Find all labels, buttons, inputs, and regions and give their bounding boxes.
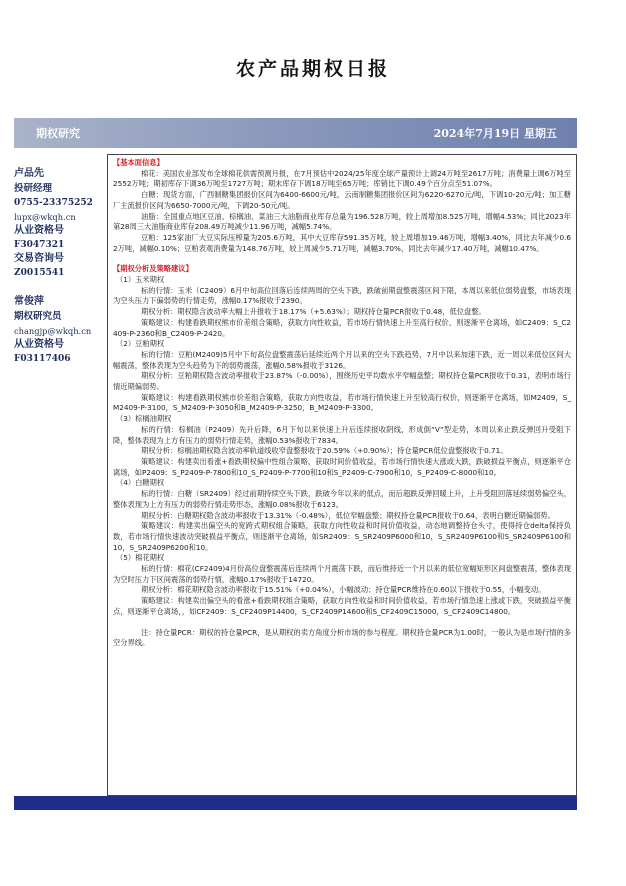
item-analysis: 期权分析：豆粕期权隐含波动率报收于23.87%（-0.00%），围绕历史平均数水平窄幅盘整；期权持仓量PCR报收于0.31，表明市场行情近期偏弱势。	[113, 371, 571, 392]
footnote: 注：持仓量PCR：期权的持仓量PCR，是从期权的卖方角度分析市场的参与程度。期权持仓量PCR为1.00时，一般认为是市场行情的多空分界线。	[113, 627, 571, 648]
paragraph-meal: 豆粕：125家油厂大豆实际压榨量为205.6万吨，其中大豆库存591.35万吨，较上周增加19.46万吨，增幅3.40%，同比去年减少0.62万吨，减幅0.10%；豆粕表观消费量为148.76万吨，较上周减少5.71万吨，减幅3.70%，同比去年减少17.40万吨，减幅10.47%。	[113, 232, 571, 253]
author-email: changjp@wkqh.cn	[14, 326, 92, 336]
fundamentals-heading: 【基本面信息】	[113, 158, 164, 167]
author-phone: 0755-23375252	[14, 198, 93, 208]
item-strategy: 策略建议：构建卖出看涨+看跌期权偏中性组合策略，获取时间价值收益，若市场行情快速大涨或大跌，跌破损益平衡点，则逐渐平仓离场，如P2409：S_P2409-P-7800和10_S_P2409-P-7700和10和S_P2409-C-7900和10，S_P2409-C-8000和10。	[113, 456, 571, 477]
item-analysis: 期权分析：白糖期权隐含波动率报收于13.31%（-0.48%），低位窄幅盘整；期权持仓量PCR报收于0.64，表明白糖近期偏弱势。	[141, 510, 555, 520]
item-heading-corn: （1）玉米期权	[116, 275, 165, 285]
report-body	[113, 158, 571, 649]
report-title: 农产品期权日报	[235, 58, 390, 80]
item-strategy: 策略建议：构建卖出偏空头的宽跨式期权组合策略，获取方向性收益和时间价值收益，动态地调整持仓头寸，使得持仓delta保持负数，若市场行情快速波动突破损益平衡点，则逐渐平仓离场，如SR2409：S_SR2409P6000和10，S_SR2409P6100和S_SR2409P6100和10，S_SR2409P6200和10。	[113, 521, 571, 552]
author-role: 投研经理	[14, 183, 53, 194]
item-analysis: 期权分析：期权隐含波动率大幅上升报收于18.17%（+5.63%）；期权持仓量PCR报收于0.48，低位盘整。	[141, 307, 486, 317]
footer-bar	[14, 796, 577, 810]
item-strategy: 策略建议：构建看跌期权熊市价差组合策略，获取方向性收益，若市场行情快速上升至较高行权价，则逐渐平仓离场，如M2409，S_M2409-P-3100，S_M2409-P-3050和B_M2409-P-3250，B_M2409-P-3300。	[113, 392, 571, 413]
author-block-1	[14, 166, 110, 280]
report-date: 2024年7月19日 星期五	[433, 127, 557, 140]
consult-number: Z0015541	[14, 268, 65, 278]
author-role: 期权研究员	[14, 311, 62, 322]
license-number: F03117406	[14, 354, 71, 364]
paragraph-sugar: 白糖：现货方面，广西制糖集团报价区间为6400-6600元/吨，云南制糖集团报价区间为6220-6270元/吨，下调10-20元/吨；加工糖厂主流报价区间为6650-7000元/吨，下调20-50元/吨。	[113, 190, 571, 210]
item-market: 标的行情：玉米（C2409）6月中旬高位回落后连续两周的空头下跌，跌破前期盘整震荡区间下限，本周以来低位弱势盘整，市场表现为空头压力下偏弱势的行情走势，涨幅0.17%报收于2390。	[113, 285, 571, 306]
license-number: F3047321	[14, 240, 65, 250]
consult-label: 交易咨询号	[14, 253, 64, 264]
item-analysis: 期权分析：棕榈油期权隐含波动率轨道线收窄盘整报收于20.59%（+0.90%）；持仓量PCR低位盘整报收于0.71。	[141, 446, 508, 456]
license-label: 从业资格号	[14, 339, 64, 350]
paragraph-oils: 油脂：全国重点地区豆油、棕榈油、菜油三大油脂商业库存总量为196.528万吨，较上周增加8.525万吨，增幅4.53%；同比2023年第28周三大油脂商业库存208.49万吨减少11.96万吨，减幅5.74%。	[113, 211, 571, 232]
item-heading-cotton: （5）棉花期权	[116, 553, 165, 563]
author-sidebar	[14, 166, 110, 380]
strategy-heading: 【期权分析及策略建议】	[113, 264, 193, 274]
item-heading-palm-oil: （3）棕榈油期权	[116, 414, 172, 424]
item-analysis: 期权分析：棉花期权隐含波动率报收于15.51%（+0.04%），小幅波动；持仓量PCR维持在0.60以下报收于0.55，小幅变动。	[141, 585, 546, 595]
section-label: 期权研究	[36, 127, 80, 140]
author-name: 常俊萍	[14, 296, 44, 307]
item-strategy: 策略建议：构建看跌期权熊市价差组合策略，获取方向性收益，若市场行情快速上升至高行权价，则逐渐平仓离场，如C2409：S_C2409-P-2360和B_C2409-P-2420。	[113, 317, 571, 338]
item-heading-sugar: （4）白糖期权	[116, 478, 165, 488]
item-market: 标的行情：豆粕(M2409)5月中下旬高位盘整震荡后延续近两个月以来的空头下跌趋势，7月中以来加速下跌，近一周以来低位区间大幅震荡，整体表现为空头趋势为下的弱势震荡，涨幅0.58%报收于3126。	[113, 349, 571, 370]
header-banner	[14, 118, 577, 148]
author-email: lupx@wkqh.cn	[14, 212, 76, 222]
license-label: 从业资格号	[14, 225, 64, 236]
report-body-box	[107, 154, 577, 796]
author-block-2	[14, 294, 110, 366]
paragraph-cotton: 棉花：美国农业部发布全球棉花供需预测月报，在7月预估中2024/25年度全球产量预计上调24万吨至2617万吨；消费量上调6万吨至2552万吨；期初库存下调36万吨至1727万吨；期末库存下调18万吨至65万吨；库销比下调0.49个百分点至51.07%。	[113, 168, 571, 189]
item-market: 标的行情：棉花(CF2409)4月份高位盘整震荡后连续两个月震荡下跌，而后维持近一个月以来的低位宽幅矩形区间盘整震荡，整体表现为空时压力下区间震荡的弱势行情，涨幅0.17%报收于14720。	[113, 564, 571, 584]
item-strategy: 策略建议：构建卖出偏空头的看涨+看跌期权组合策略，获取方向性收益和时间价值收益，若市场行情急速上涨或下跌，突破损益平衡点，则逐渐平仓离场，，如CF2409：S_CF2409P14400，S_CF2409P14600和S_CF2409C15000，S_CF2409C14800。	[113, 596, 571, 616]
item-market: 标的行情：白糖（SR2409）经过前期持续空头下跌，跌破今年以来的低点，而后超跌反弹回暖上升，上升受阻回落延续弱势偏空头，整体表现为上方有压力的弱势行情走势形态，涨幅0.08%报收于6123。	[113, 489, 571, 509]
item-heading-soymeal: （2）豆粕期权	[116, 339, 165, 349]
item-market: 标的行情：棕榈油（P2409）先升后降，6月下旬以来快速上升后连续报收阴线，形成倒“V”型走势，本周以来止跌反弹回升受阻下降，整体表现为上方有压力的弱势行情走势，涨幅0.53%报收于7834。	[113, 424, 571, 445]
author-name: 卢品先	[14, 168, 44, 179]
